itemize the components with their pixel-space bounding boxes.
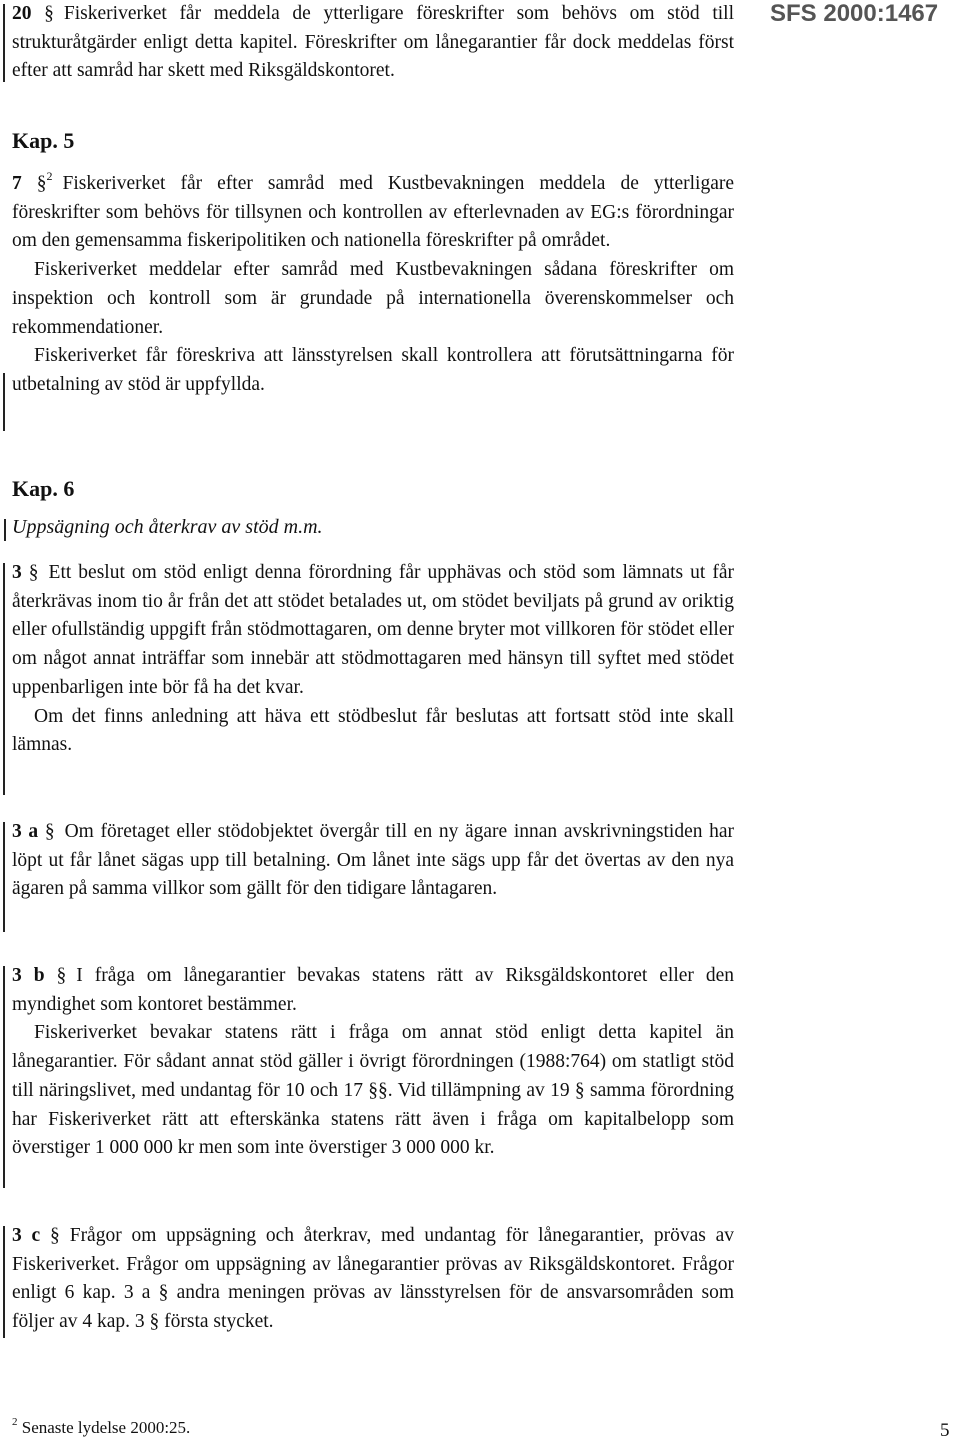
section-3-paragraph-1 <box>12 559 734 703</box>
change-bar <box>3 966 5 1188</box>
change-bar <box>3 563 5 795</box>
section-3b-paragraph-2: Fiskeriverket bevakar statens rätt i fråga om annat stöd enligt detta kapitel än lånegarantier. För sådant annat stöd gäller i övrigt förordningen (1988:764) om statligt stöd till näringslivet, med undantag för 10 och 17 §§. Vid tillämpning av 19 § samma förordning har Fiskeriverket rätt att efterskänka statens rätt även i fråga om kapitalbelopp som överstiger 1 000 000 kr men som inte överstiger 3 000 000 kr. <box>12 1022 734 1159</box>
section-20 <box>12 0 734 86</box>
page-number: 5 <box>940 1420 950 1441</box>
section-label: 3 <box>12 562 22 583</box>
section-3-body-1: Ett beslut om stöd enligt denna förordning får upphävas och stöd som lämnats ut får återkrävas inom tio år från det att stödet betalades ut, om stödet beviljats på grund av oriktig eller ofullständig uppgift från stödmottagaren, om denne bryter mot villkoren för stödet eller om något annat inträffar som innebär att stödmottagaren med hänsyn till syftet med stödet uppenbarligen inte bör få ha det kvar. <box>12 562 734 698</box>
footnote-text: Senaste lydelse 2000:25. <box>21 1418 191 1437</box>
section-label: 3 c <box>12 1225 41 1246</box>
section-sign: § <box>44 3 54 24</box>
section-3b-body-1: I fråga om lånegarantier bevakas statens rätt av Riksgäldskontoret eller den myndighet som kontoret bestämmer. <box>12 965 734 1015</box>
section-3a-body-1: Om företaget eller stödobjektet övergår till en ny ägare innan avskrivningstiden har löpt ut får lånet sägas upp till betalning. Om lånet inte sägs upp får det övertas av den nya ägaren på samma villkor som gällt för den tidigare låntagaren. <box>12 821 735 900</box>
section-7-paragraph-1 <box>12 170 734 256</box>
section-3-paragraph-2: Om det finns anledning att häva ett stödbeslut får beslutas att fortsatt stöd inte skall lämnas. <box>12 705 734 756</box>
chapter-subheading: Uppsägning och återkrav av stöd m.m. <box>12 516 323 538</box>
section-sign: § <box>44 821 55 842</box>
change-bar <box>3 1226 5 1338</box>
section-3c <box>12 1222 734 1337</box>
section-label: 7 <box>12 173 22 194</box>
section-label: 3 a <box>12 821 39 842</box>
section-3a-paragraph-1 <box>12 818 734 904</box>
section-3b-paragraph-1 <box>12 962 734 1019</box>
chapter-heading: Kap. 5 <box>12 128 75 153</box>
change-bar <box>3 4 5 82</box>
section-7-paragraph-3: Fiskeriverket får föreskriva att länsstyrelsen skall kontrollera att förutsättningarna för utbetalning av stöd är uppfyllda. <box>12 345 734 395</box>
change-bar <box>4 519 6 541</box>
section-3 <box>12 559 734 760</box>
section-20-body: Fiskeriverket får meddela de ytterligare föreskrifter som behövs om stöd till strukturåtgärder enligt detta kapitel. Föreskrifter om lånegarantier får dock meddelas först efter att samråd har skett med Riksgäldskontoret. <box>12 3 734 82</box>
section-sign: § <box>28 562 39 583</box>
section-3a <box>12 818 734 904</box>
section-sign: § <box>56 965 67 986</box>
change-bar <box>3 373 5 431</box>
section-label: 3 b <box>12 965 45 986</box>
section-3c-paragraph-1 <box>12 1222 734 1337</box>
section-3b <box>12 962 734 1163</box>
footnote-ref: 2 <box>46 169 53 183</box>
change-bar <box>3 822 5 932</box>
section-sign: § <box>49 1225 60 1246</box>
section-3c-body-1: Frågor om uppsägning och återkrav, med undantag för lånegarantier, prövas av Fiskeriverket. Frågor om uppsägning av lånegarantier prövas av Riksgäldskontoret. Frågor enligt 6 kap. 3 a § andra meningen prövas av länsstyrelsen för de ansvarsområden som följer av 4 kap. 3 § första stycket. <box>12 1225 734 1333</box>
section-label: 20 <box>12 3 32 24</box>
section-20-text <box>12 0 734 86</box>
footnote <box>12 1416 190 1438</box>
section-7-body-1: Fiskeriverket får efter samråd med Kustbevakningen meddela de ytterligare föreskrifter som behövs för tillsynen och kontrollen av efterlevnaden av EG:s förordningar om den gemensamma fiskeripolitiken och nationella föreskrifter på området. <box>12 173 735 252</box>
chapter-heading: Kap. 6 <box>12 476 75 501</box>
section-sign: § <box>36 173 47 194</box>
footnote-number: 2 <box>12 1416 18 1428</box>
sfs-number: SFS 2000:1467 <box>770 0 939 27</box>
section-7-paragraph-2: Fiskeriverket meddelar efter samråd med Kustbevakningen sådana föreskrifter om inspektion och kontroll som är grundade på internationella överenskommelser och rekommendationer. <box>12 259 734 338</box>
section-7 <box>12 170 734 400</box>
